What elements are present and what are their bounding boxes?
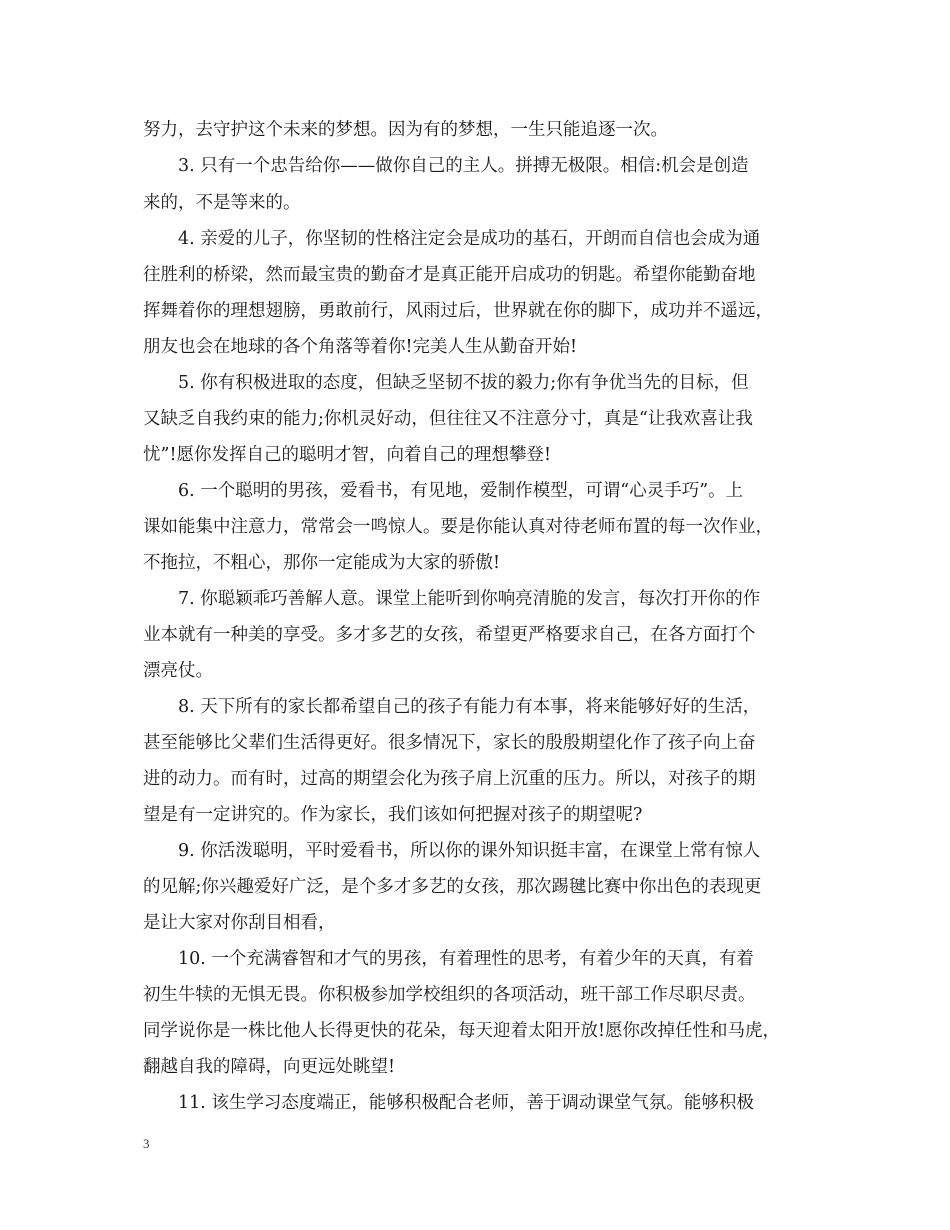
page-number: 3	[143, 1136, 150, 1151]
text-line: 3. 只有一个忠告给你——做你自己的主人。拼搏无极限。相信:机会是创造	[178, 156, 749, 176]
text-line: 的见解;你兴趣爱好广泛，是个多才多艺的女孩，那次踢毽比赛中你出色的表现更	[143, 877, 762, 897]
text-line: 又缺乏自我约束的能力;你机灵好动，但往往又不注意分寸，真是“让我欢喜让我	[143, 409, 753, 429]
text-line: 9. 你活泼聪明，平时爱看书，所以你的课外知识挺丰富，在课堂上常有惊人	[178, 841, 761, 861]
text-line: 朋友也会在地球的各个角落等着你!完美人生从勤奋开始!	[143, 337, 578, 357]
text-line: 忧”!愿你发挥自己的聪明才智，向着自己的理想攀登!	[143, 445, 552, 465]
text-line: 往胜利的桥梁，然而最宝贵的勤奋才是真正能开启成功的钥匙。希望你能勤奋地	[143, 265, 756, 285]
text-line: 漂亮仗。	[143, 661, 213, 681]
text-line: 4. 亲爱的儿子，你坚韧的性格注定会是成功的基石，开朗而自信也会成为通	[178, 229, 761, 249]
text-line: 业本就有一种美的享受。多才多艺的女孩，希望更严格要求自己，在各方面打个	[143, 625, 756, 645]
text-line: 不拖拉，不粗心，那你一定能成为大家的骄傲!	[143, 553, 501, 573]
text-line: 5. 你有积极进取的态度，但缺乏坚韧不拔的毅力;你有争优当先的目标，但	[178, 373, 749, 393]
text-line: 同学说你是一株比他人长得更快的花朵，每天迎着太阳开放!愿你改掉任性和马虎，	[143, 1021, 781, 1041]
text-line: 10. 一个充满睿智和才气的男孩，有着理性的思考，有着少年的天真，有着	[178, 949, 754, 969]
text-line: 望是有一定讲究的。作为家长，我们该如何把握对孩子的期望呢?	[143, 805, 643, 825]
text-line: 是让大家对你刮目相看，	[143, 913, 336, 933]
text-line: 翻越自我的障碍，向更远处眺望!	[143, 1057, 396, 1077]
text-line: 甚至能够比父辈们生活得更好。很多情况下，家长的殷殷期望化作了孩子向上奋	[143, 733, 756, 753]
text-line: 6. 一个聪明的男孩，爱看书，有见地，爱制作模型，可谓“心灵手巧”。上	[178, 481, 744, 501]
text-line: 11. 该生学习态度端正，能够积极配合老师，善于调动课堂气氛。能够积极	[178, 1093, 754, 1113]
text-line: 初生牛犊的无惧无畏。你积极参加学校组织的各项活动，班干部工作尽职尽责。	[143, 985, 756, 1005]
text-line: 7. 你聪颖乖巧善解人意。课堂上能听到你响亮清脆的发言，每次打开你的作	[178, 589, 761, 609]
text-line: 8. 天下所有的家长都希望自己的孩子有能力有本事，将来能够好好的生活，	[178, 697, 761, 717]
text-line: 课如能集中注意力，常常会一鸣惊人。要是你能认真对待老师布置的每一次作业，	[143, 517, 773, 537]
text-line: 进的动力。而有时，过高的期望会化为孩子肩上沉重的压力。所以，对孩子的期	[143, 769, 756, 789]
text-line: 努力，去守护这个未来的梦想。因为有的梦想，一生只能追逐一次。	[143, 120, 668, 140]
text-line: 来的，不是等来的。	[143, 193, 301, 213]
text-line: 挥舞着你的理想翅膀，勇敢前行，风雨过后，世界就在你的脚下，成功并不遥远，	[143, 301, 773, 321]
